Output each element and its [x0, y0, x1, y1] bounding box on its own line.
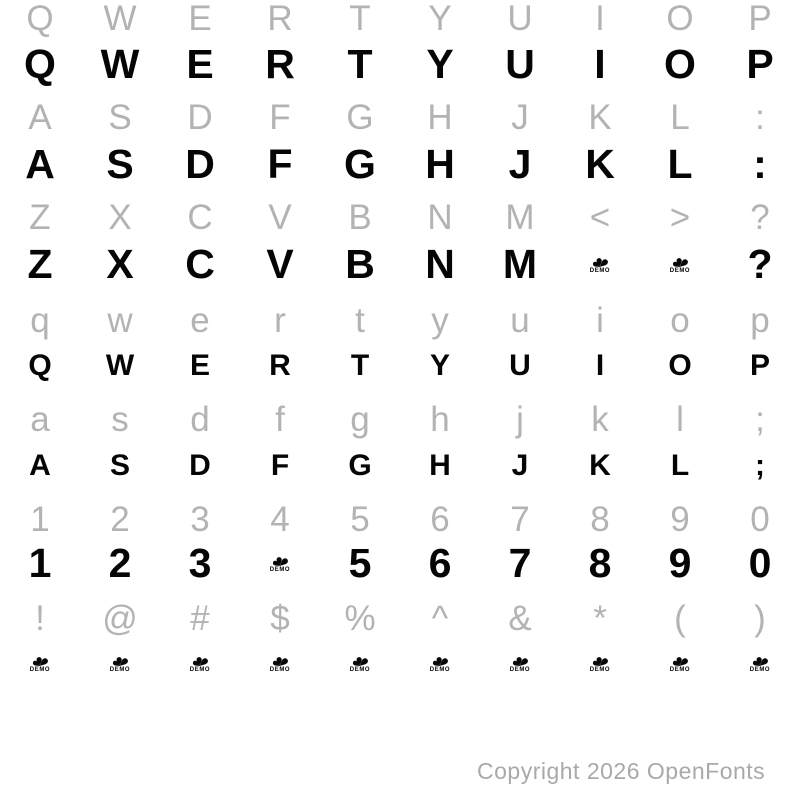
glyph-cell-r7-c3: e: [190, 300, 210, 340]
glyph-cell-r3-c3: D: [187, 97, 213, 137]
glyph-cell-r2-c7: U: [505, 40, 535, 87]
demo-placeholder-glyph: [670, 653, 690, 673]
glyph-cell-r6-c10: ?: [747, 240, 773, 287]
demo-splash-icon: [670, 653, 690, 666]
glyph-row-5-reference-upper: [0, 192, 800, 242]
glyph-cell-r1-c10: P: [748, 0, 772, 38]
glyph-cell-r9-c9: l: [676, 399, 684, 439]
demo-placeholder-glyph: [30, 653, 50, 673]
glyph-cell-r2-c10: P: [746, 40, 774, 87]
glyph-cell-r7-c10: p: [750, 300, 770, 340]
glyph-cell-r2-c8: I: [594, 40, 606, 87]
glyph-cell-r9-c7: j: [516, 399, 524, 439]
glyph-cell-r1-c9: O: [666, 0, 694, 38]
demo-glyph-label: DEMO: [269, 567, 291, 573]
glyph-cell-r5-c7: M: [505, 197, 535, 237]
glyph-row-3-reference-upper: [0, 92, 800, 142]
glyph-cell-r8-c1: Q: [28, 349, 52, 382]
glyph-cell-r6-c7: M: [502, 240, 538, 287]
demo-placeholder-glyph: [430, 653, 450, 673]
glyph-row-2-demo-upper: [0, 39, 800, 89]
glyph-cell-r7-c6: y: [431, 300, 449, 340]
glyph-cell-r8-c7: U: [509, 349, 531, 382]
glyph-cell-r11-c8: 8: [590, 499, 610, 539]
glyph-cell-r8-c2: W: [105, 349, 135, 382]
glyph-cell-r4-c5: G: [344, 140, 376, 187]
glyph-cell-r12-c1: 1: [28, 539, 52, 586]
demo-placeholder-glyph: [670, 254, 690, 274]
glyph-cell-r12-c2: 2: [108, 539, 132, 586]
glyph-cell-r2-c3: E: [186, 40, 214, 87]
glyph-row-9-reference-lower: [0, 394, 800, 444]
glyph-cell-r10-c5: G: [348, 449, 372, 482]
glyph-cell-r5-c3: C: [187, 197, 213, 237]
demo-glyph-label: DEMO: [749, 667, 771, 673]
glyph-cell-r3-c9: L: [670, 97, 690, 137]
glyph-cell-r8-c6: Y: [429, 349, 450, 382]
demo-splash-icon: [110, 653, 130, 666]
glyph-cell-r2-c9: O: [664, 40, 696, 87]
glyph-row-7-reference-lower: [0, 295, 800, 345]
glyph-cell-r10-c7: J: [511, 449, 529, 482]
glyph-cell-r13-c10: ): [754, 598, 766, 638]
glyph-cell-r6-c4: V: [266, 240, 294, 287]
glyph-cell-r6-c6: N: [425, 240, 455, 287]
demo-splash-icon: [670, 254, 690, 267]
glyph-cell-r8-c10: P: [749, 349, 770, 382]
glyph-cell-r4-c6: H: [425, 140, 455, 187]
glyph-cell-r3-c6: H: [427, 97, 453, 137]
glyph-cell-r4-c2: S: [106, 140, 134, 187]
demo-splash-icon: [30, 653, 50, 666]
demo-glyph-label: DEMO: [189, 667, 211, 673]
glyph-row-1-reference-upper: [0, 0, 800, 43]
demo-splash-icon: [270, 553, 290, 566]
glyph-cell-r8-c5: T: [350, 349, 370, 382]
glyph-cell-r10-c9: L: [670, 449, 690, 482]
glyph-cell-r10-c4: F: [270, 449, 290, 482]
glyph-cell-r4-c1: A: [25, 140, 55, 187]
glyph-cell-r2-c1: Q: [24, 40, 56, 87]
glyph-cell-r13-c1: !: [35, 598, 45, 638]
glyph-cell-r5-c9: >: [669, 197, 691, 237]
glyph-row-4-demo-upper: [0, 139, 800, 189]
glyph-cell-r5-c6: N: [427, 197, 453, 237]
demo-glyph-label: DEMO: [509, 667, 531, 673]
glyph-cell-r9-c2: s: [111, 399, 129, 439]
glyph-cell-r8-c8: I: [595, 349, 605, 382]
glyph-cell-r1-c8: I: [595, 0, 605, 38]
glyph-cell-r3-c5: G: [346, 97, 374, 137]
glyph-cell-r1-c4: R: [267, 0, 293, 38]
glyph-cell-r7-c7: u: [510, 300, 530, 340]
glyph-cell-r3-c2: S: [108, 97, 132, 137]
glyph-cell-r6-c5: B: [345, 240, 375, 287]
glyph-cell-r4-c8: K: [585, 140, 615, 187]
demo-placeholder-glyph: [590, 653, 610, 673]
glyph-cell-r7-c9: o: [670, 300, 690, 340]
glyph-cell-r10-c3: D: [189, 449, 211, 482]
glyph-cell-r3-c10: :: [755, 97, 765, 137]
glyph-cell-r1-c2: W: [103, 0, 137, 38]
glyph-cell-r5-c1: Z: [29, 197, 51, 237]
glyph-cell-r1-c7: U: [507, 0, 533, 38]
glyph-cell-r10-c8: K: [589, 449, 611, 482]
glyph-cell-r2-c6: Y: [426, 40, 454, 87]
glyph-cell-r7-c4: r: [274, 300, 286, 340]
demo-placeholder-glyph: [270, 653, 290, 673]
glyph-cell-r3-c4: F: [269, 97, 291, 137]
glyph-cell-r1-c6: Y: [428, 0, 452, 38]
glyph-cell-r12-c3: 3: [188, 539, 212, 586]
glyph-cell-r5-c2: X: [108, 197, 132, 237]
glyph-cell-r2-c2: W: [100, 40, 140, 87]
glyph-cell-r13-c2: @: [102, 598, 138, 638]
glyph-row-11-reference-number: [0, 494, 800, 544]
glyph-cell-r13-c3: #: [190, 598, 210, 638]
glyph-cell-r4-c3: D: [185, 140, 215, 187]
demo-placeholder-glyph: [350, 653, 370, 673]
glyph-cell-r7-c2: w: [107, 300, 133, 340]
glyph-cell-r4-c7: J: [508, 140, 532, 187]
demo-placeholder-glyph: [190, 653, 210, 673]
glyph-cell-r12-c7: 7: [508, 539, 532, 586]
glyph-cell-r11-c7: 7: [510, 499, 530, 539]
glyph-cell-r10-c1: A: [29, 449, 51, 482]
glyph-cell-r1-c3: E: [188, 0, 212, 38]
demo-splash-icon: [750, 653, 770, 666]
glyph-cell-r8-c3: E: [189, 349, 210, 382]
glyph-cell-r11-c10: 0: [750, 499, 770, 539]
glyph-cell-r13-c5: %: [344, 598, 376, 638]
glyph-cell-r5-c4: V: [268, 197, 292, 237]
glyph-cell-r13-c6: ^: [431, 598, 449, 638]
glyph-cell-r5-c5: B: [348, 197, 372, 237]
glyph-cell-r11-c4: 4: [270, 499, 290, 539]
glyph-cell-r6-c1: Z: [27, 240, 53, 287]
glyph-cell-r12-c5: 5: [348, 539, 372, 586]
demo-splash-icon: [350, 653, 370, 666]
glyph-cell-r10-c2: S: [109, 449, 130, 482]
glyph-cell-r11-c6: 6: [430, 499, 450, 539]
glyph-cell-r11-c2: 2: [110, 499, 130, 539]
glyph-cell-r9-c1: a: [30, 399, 50, 439]
demo-glyph-label: DEMO: [29, 667, 51, 673]
glyph-cell-r2-c4: R: [265, 40, 295, 87]
glyph-cell-r9-c5: g: [350, 399, 370, 439]
glyph-cell-r12-c10: 0: [748, 539, 772, 586]
demo-glyph-label: DEMO: [269, 667, 291, 673]
demo-glyph-label: DEMO: [109, 667, 131, 673]
glyph-cell-r3-c8: K: [588, 97, 612, 137]
glyph-cell-r11-c1: 1: [30, 499, 50, 539]
glyph-cell-r9-c10: ;: [755, 399, 765, 439]
demo-glyph-label: DEMO: [429, 667, 451, 673]
glyph-cell-r11-c9: 9: [670, 499, 690, 539]
glyph-cell-r3-c1: A: [28, 97, 52, 137]
glyph-cell-r10-c10: ;: [755, 449, 765, 482]
demo-splash-icon: [190, 653, 210, 666]
glyph-cell-r10-c6: H: [429, 449, 451, 482]
glyph-cell-r7-c5: t: [355, 300, 365, 340]
glyph-cell-r4-c10: :: [753, 140, 767, 187]
glyph-row-10-demo-small: [0, 441, 800, 491]
glyph-cell-r5-c10: ?: [750, 197, 770, 237]
glyph-cell-r13-c7: &: [508, 598, 532, 638]
demo-glyph-label: DEMO: [589, 268, 611, 274]
demo-placeholder-glyph: [110, 653, 130, 673]
demo-splash-icon: [590, 254, 610, 267]
glyph-cell-r13-c8: *: [593, 598, 607, 638]
demo-glyph-label: DEMO: [669, 667, 691, 673]
glyph-row-14-demo-glyphs: [0, 638, 800, 688]
glyph-cell-r13-c4: $: [270, 598, 290, 638]
glyph-cell-r4-c4: F: [267, 140, 293, 187]
glyph-cell-r2-c5: T: [347, 40, 373, 87]
glyph-cell-r9-c6: h: [430, 399, 450, 439]
demo-placeholder-glyph: [270, 553, 290, 573]
glyph-row-12-demo-number: [0, 538, 800, 588]
demo-splash-icon: [430, 653, 450, 666]
demo-splash-icon: [510, 653, 530, 666]
glyph-row-13-reference-symbol: [0, 593, 800, 643]
glyph-cell-r12-c9: 9: [668, 539, 692, 586]
glyph-cell-r6-c2: X: [106, 240, 134, 287]
glyph-cell-r8-c9: O: [668, 349, 692, 382]
glyph-cell-r7-c1: q: [30, 300, 50, 340]
demo-glyph-label: DEMO: [349, 667, 371, 673]
glyph-cell-r11-c3: 3: [190, 499, 210, 539]
demo-placeholder-glyph: [590, 254, 610, 274]
demo-placeholder-glyph: [510, 653, 530, 673]
demo-glyph-label: DEMO: [589, 667, 611, 673]
demo-splash-icon: [590, 653, 610, 666]
glyph-cell-r1-c1: Q: [26, 0, 54, 38]
glyph-cell-r12-c8: 8: [588, 539, 612, 586]
glyph-row-6-demo-upper: [0, 239, 800, 289]
glyph-cell-r9-c4: f: [275, 399, 285, 439]
copyright-text: Copyright 2026 OpenFonts: [477, 758, 766, 784]
glyph-cell-r1-c5: T: [349, 0, 371, 38]
glyph-cell-r4-c9: L: [667, 140, 693, 187]
glyph-cell-r3-c7: J: [511, 97, 529, 137]
glyph-cell-r5-c8: <: [589, 197, 611, 237]
glyph-cell-r6-c3: C: [185, 240, 215, 287]
glyph-cell-r9-c3: d: [190, 399, 210, 439]
glyph-cell-r7-c8: i: [596, 300, 604, 340]
demo-glyph-label: DEMO: [669, 268, 691, 274]
glyph-cell-r9-c8: k: [591, 399, 609, 439]
demo-splash-icon: [270, 653, 290, 666]
demo-placeholder-glyph: [750, 653, 770, 673]
glyph-cell-r13-c9: (: [674, 598, 686, 638]
glyph-cell-r12-c6: 6: [428, 539, 452, 586]
glyph-row-8-demo-small: [0, 341, 800, 391]
glyph-cell-r11-c5: 5: [350, 499, 370, 539]
glyph-cell-r8-c4: R: [269, 349, 291, 382]
